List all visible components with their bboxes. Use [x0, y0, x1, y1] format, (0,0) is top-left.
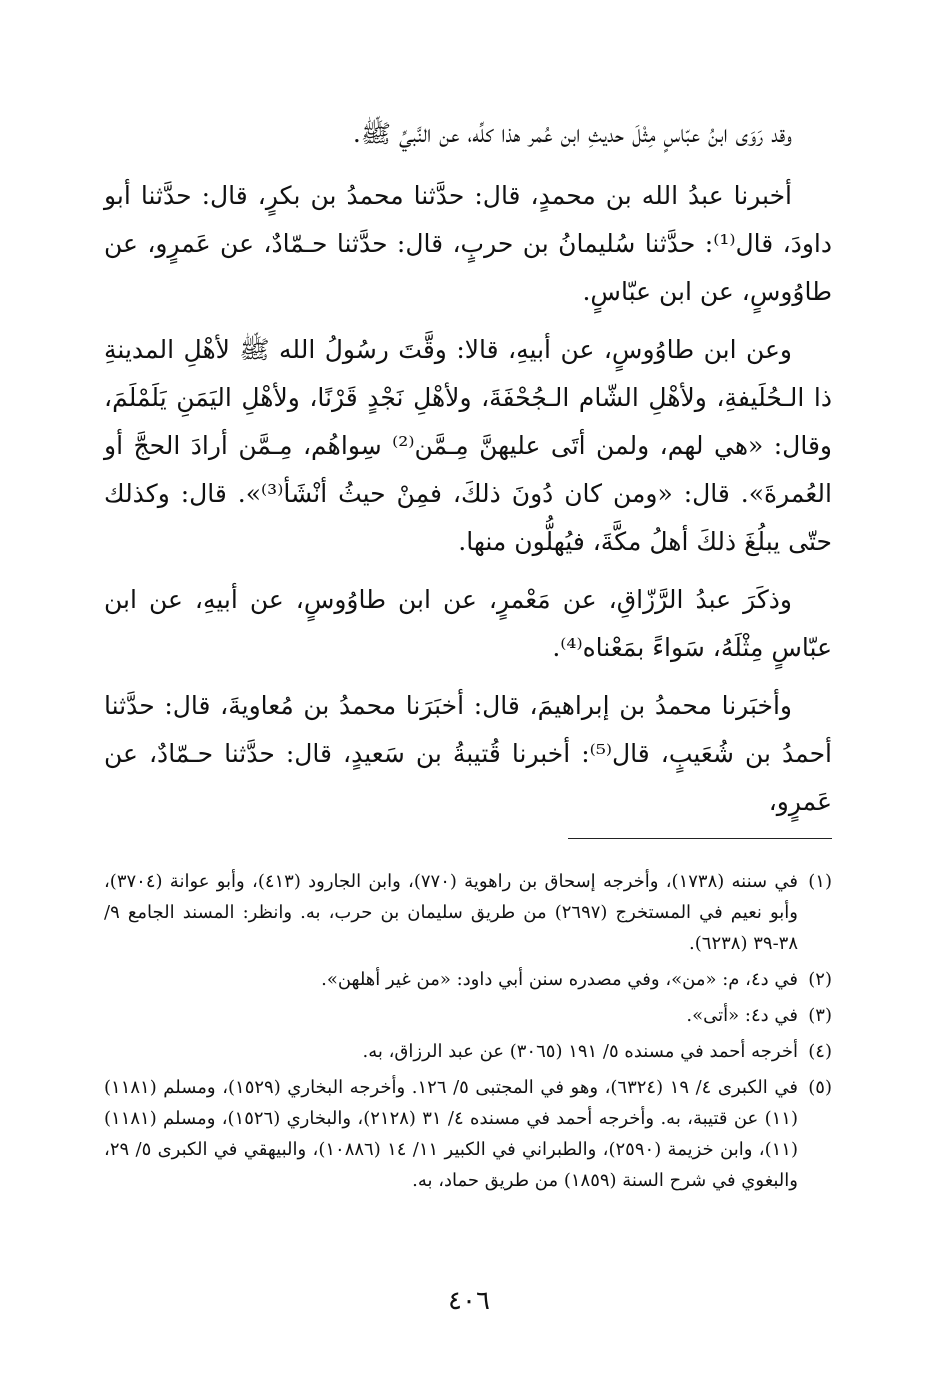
paragraph-5: وأخبَرنا محمدُ بن إبراهيمَ، قال: أخبَرَنا محمدُ بن مُعاويةَ، قال: حدَّثنا أحمدُ بن شُعَيبٍ، قال⁽⁵⁾: أخبرنا قُتيبةُ بن سَعيدٍ، قال: حدَّثنا حـمّادٌ، عن عَمرٍو، [104, 691, 832, 816]
page-number: ٤٠٦ [448, 1286, 490, 1316]
main-text [104, 110, 832, 836]
footnote-text: في الكبرى ٤/ ١٩ (٦٣٢٤)، وهو في المجتبى ٥/ ١٢٦. وأخرجه البخاري (١٥٢٩)، ومسلم (١١٨١) (١١) عن قتيبة، به. وأخرجه أحمد في مسنده ٤/ ٣١ (٢١٢٨)، والبخاري (١٥٢٦)، ومسلم (١١٨١) (١١)، وابن خزيمة (٢٥٩٠)، والطبراني في الكبير ١١/ ١٤ (١٠٨٨٦)، والبيهقي في الكبرى ٥/ ٢٩، والبغوي في شرح السنة (١٨٥٩) من طريق حماد، به. [104, 1077, 799, 1191]
footnote-number: (٣) [808, 1005, 832, 1026]
paragraph-3: وعن ابن طاوُوسٍ، عن أبيهِ، قالا: وقَّتَ رسُولُ الله ﷺ لأهْلِ المدينةِ ذا الـحُلَيفةِ، ولأهْلِ الشّام الـجُحْفَةَ، ولأهْلِ نَجْدٍ قَرْنًا، ولأهْلِ اليَمَنِ يَلَمْلَمَ، وقال: «هي لهم، ولمن أتَى عليهنَّ مِـمَّن⁽²⁾ سِواهُم، مِـمَّن أرادَ الحجَّ أو العُمرةَ». قال: «ومن كان دُونَ ذلكَ، فمِنْ حيثُ أنْشَأ⁽³⁾». قال: وكذلك حتّى يبلُغَ ذلكَ أهلُ مكَّةَ، فيُهلُّون منها. [104, 335, 832, 556]
footnote-3 [104, 1000, 832, 1031]
footnote-1 [104, 866, 832, 959]
footnote-number: (٤) [808, 1041, 832, 1062]
footnote-text: في د٤، م: «من»، وفي مصدره سنن أبي داود: «من غير أهلهن». [321, 969, 798, 990]
footnote-number: (٢) [808, 969, 832, 990]
paragraph-1: وقد رَوَى ابنُ عبّاسٍ مِثْلَ حديثِ ابن عُمر هذا كلِّه، عن النَّبيِّ ﷺ. [352, 119, 792, 148]
footnote-number: (١) [808, 871, 832, 892]
footnote-2 [104, 964, 832, 995]
footnote-number: (٥) [808, 1077, 832, 1098]
footnote-4 [104, 1036, 832, 1067]
footnote-separator [568, 838, 832, 839]
footnotes [104, 866, 832, 1201]
footnote-text: أخرجه أحمد في مسنده ٥/ ١٩١ (٣٠٦٥) عن عبد الرزاق، به. [362, 1041, 798, 1062]
footnote-5 [104, 1072, 832, 1196]
paragraph-4: وذكَرَ عبدُ الرَّزّاقِ، عن مَعْمرٍ، عن ابن طاوُوسٍ، عن أبيهِ، عن ابن عبّاسٍ مِثْلَهُ، سَواءً بمَعْناه⁽⁴⁾. [104, 585, 832, 662]
footnote-text: في سننه (١٧٣٨)، وأخرجه إسحاق بن راهوية (٧٧٠)، وابن الجارود (٤١٣)، وأبو عوانة (٣٧٠٤)، وأبو نعيم في المستخرج (٢٦٩٧) من طريق سليمان بن حرب، به. وانظر: المسند الجامع ٩/ ٣٨-٣٩ (٦٢٣٨). [104, 871, 798, 954]
footnote-text: في د٤: «أتى». [686, 1005, 798, 1026]
paragraph-2: أخبرنا عبدُ الله بن محمدٍ، قال: حدَّثنا محمدُ بن بكرٍ، قال: حدَّثنا أبو داودَ، قال⁽¹⁾: حدَّثنا سُليمانُ بن حربٍ، قال: حدَّثنا حـمّادٌ، عن عَمرٍو، عن طاوُوسٍ، عن ابن عبّاسٍ. [104, 181, 832, 306]
